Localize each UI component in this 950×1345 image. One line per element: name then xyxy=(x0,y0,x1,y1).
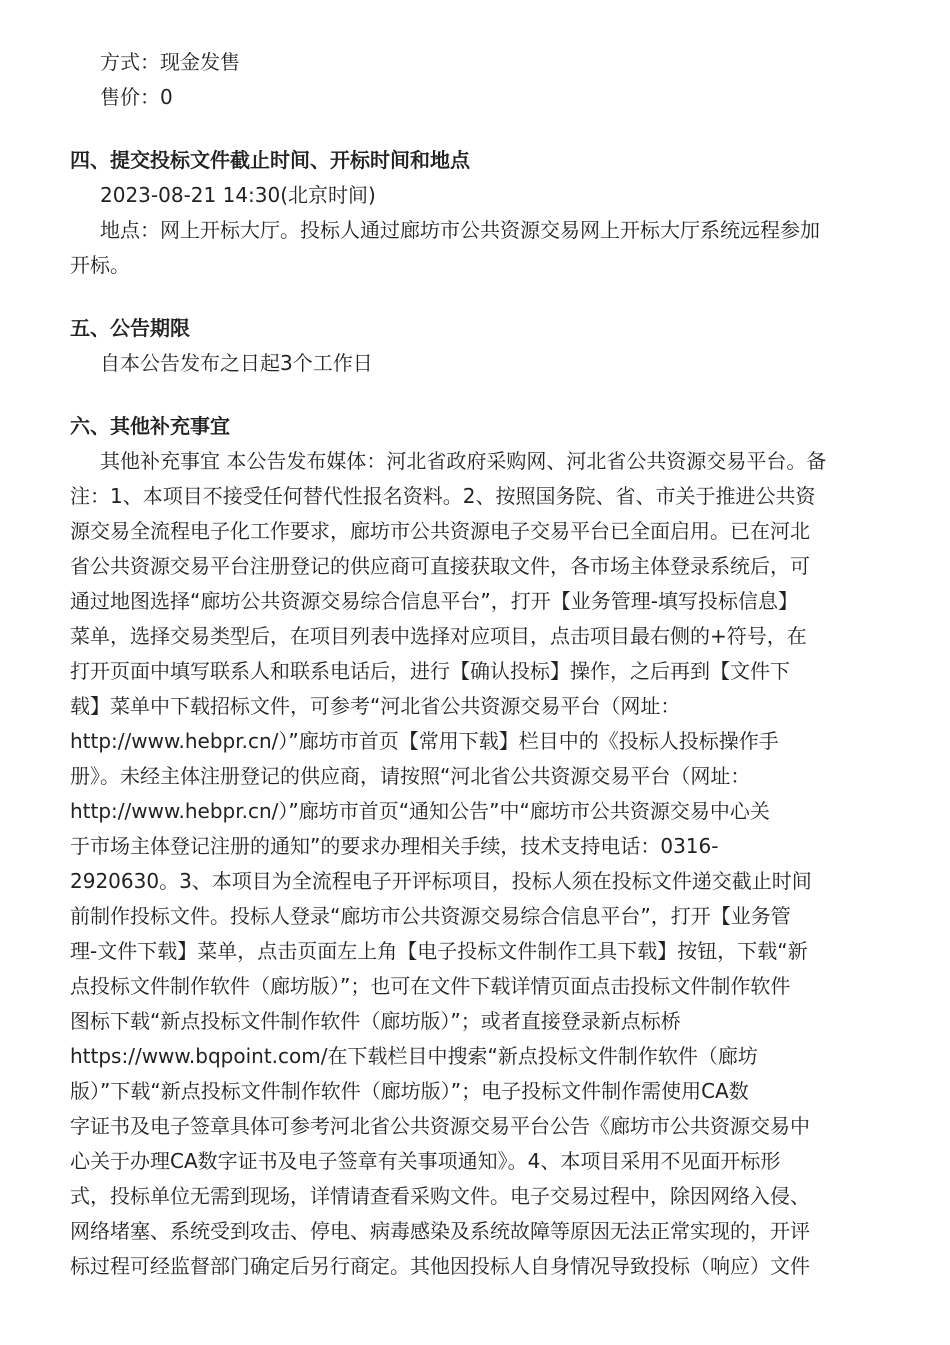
section6-line: 其他补充事宜 本公告发布媒体：河北省政府采购网、河北省公共资源交易平台。备 xyxy=(100,449,827,473)
section6-line: 打开页面中填写联系人和联系电话后，进行【确认投标】操作，之后再到【文件下 xyxy=(70,659,790,683)
section6-line: 图标下载“新点投标文件制作软件（廊坊版）”；或者直接登录新点标桥 xyxy=(70,1009,681,1033)
section6-line: http://www.hebpr.cn/）”廊坊市首页【常用下载】栏目中的《投标人投标操作手 xyxy=(70,729,779,753)
section6-line: 版）”下载“新点投标文件制作软件（廊坊版）”；电子投标文件制作需使用CA数 xyxy=(70,1079,749,1103)
section5-text: 自本公告发布之日起3个工作日 xyxy=(100,351,373,375)
section6-line: 2920630。3、本项目为全流程电子开评标项目，投标人须在投标文件递交截止时间 xyxy=(70,869,812,893)
section6-title: 六、其他补充事宜 xyxy=(70,414,230,438)
section4-place-cont: 开标。 xyxy=(70,253,130,277)
section6-line: 理-文件下载】菜单，点击页面左上角【电子投标文件制作工具下载】按钮，下载“新 xyxy=(70,939,808,963)
section4-time: 2023-08-21 14:30(北京时间) xyxy=(100,183,376,207)
purchase-price: 售价：0 xyxy=(100,85,173,109)
section6-line: 式，投标单位无需到现场，详情请查看采购文件。电子交易过程中，除因网络入侵、 xyxy=(70,1184,810,1208)
spacer xyxy=(70,283,882,311)
section6-line: 载】菜单中下载招标文件，可参考“河北省公共资源交易平台（网址： xyxy=(70,694,681,718)
spacer xyxy=(70,381,882,409)
section6-line: 前制作投标文件。投标人登录“廊坊市公共资源交易综合信息平台”，打开【业务管 xyxy=(70,904,791,928)
section6-line: 源交易全流程电子化工作要求，廊坊市公共资源电子交易平台已全面启用。已在河北 xyxy=(70,519,810,543)
section4-place: 地点：网上开标大厅。投标人通过廊坊市公共资源交易网上开标大厅系统远程参加 xyxy=(100,218,820,242)
section6-line: 菜单，选择交易类型后，在项目列表中选择对应项目，点击项目最右侧的+符号，在 xyxy=(70,624,807,648)
section6-line: 字证书及电子签章具体可参考河北省公共资源交易平台公告《廊坊市公共资源交易中 xyxy=(70,1114,810,1138)
section6-line: 心关于办理CA数字证书及电子签章有关事项通知》。4、本项目采用不见面开标形 xyxy=(70,1149,781,1173)
section6-line: https://www.bqpoint.com/在下载栏目中搜索“新点投标文件制作软件（廊坊 xyxy=(70,1044,758,1068)
section6-line: 省公共资源交易平台注册登记的供应商可直接获取文件，各市场主体登录系统后，可 xyxy=(70,554,810,578)
section6-line: http://www.hebpr.cn/）”廊坊市首页“通知公告”中“廊坊市公共资源交易中心关 xyxy=(70,799,770,823)
section6-line: 标过程可经监督部门确定后另行商定。其他因投标人自身情况导致投标（响应）文件 xyxy=(70,1254,810,1278)
section6-line: 册》。未经主体注册登记的供应商，请按照“河北省公共资源交易平台（网址： xyxy=(70,764,751,788)
spacer xyxy=(70,115,882,143)
section4-title: 四、提交投标文件截止时间、开标时间和地点 xyxy=(70,148,470,172)
purchase-method: 方式：现金发售 xyxy=(100,50,240,74)
document-page xyxy=(70,45,882,1284)
section6-line: 点投标文件制作软件（廊坊版）”；也可在文件下载详情页面点击投标文件制作软件 xyxy=(70,974,791,998)
section6-line: 于市场主体登记注册的通知”的要求办理相关手续，技术支持电话：0316- xyxy=(70,834,719,858)
section6-line: 网络堵塞、系统受到攻击、停电、病毒感染及系统故障等原因无法正常实现的，开评 xyxy=(70,1219,810,1243)
section6-line: 注：1、本项目不接受任何替代性报名资料。2、按照国务院、省、市关于推进公共资 xyxy=(70,484,816,508)
section5-title: 五、公告期限 xyxy=(70,316,190,340)
section6-body xyxy=(70,444,882,1284)
section6-line: 通过地图选择“廊坊公共资源交易综合信息平台”，打开【业务管理-填写投标信息】 xyxy=(70,589,798,613)
